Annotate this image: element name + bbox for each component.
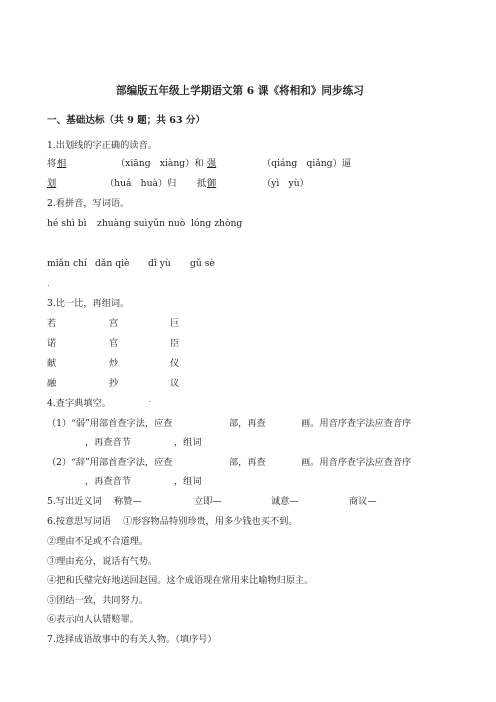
pinyin-item: lóng zhòng — [191, 218, 243, 229]
stray-dot — [149, 401, 150, 402]
pinyin-item: zhuàng suì — [97, 218, 148, 229]
stray-dot — [48, 285, 49, 286]
q4-p1-text: 部，再查 — [229, 418, 266, 429]
synonym-item: 称赞— — [114, 496, 142, 507]
q4-p1-text: 画。用音序查字法应查音序 — [301, 418, 412, 429]
char-cell: 臣 — [170, 338, 180, 349]
q1-r1-underlined: 相 — [57, 158, 67, 169]
q1-stem: 1.出划线的字正确的读音。 — [47, 140, 157, 151]
q1-r2-underlined2: 御 — [207, 178, 217, 189]
pinyin-item: hé shì bì — [47, 218, 87, 229]
q1-r2-underlined: 划 — [47, 178, 57, 189]
q6-item: ③理由充分，说话有气势。 — [47, 556, 158, 567]
q1-r1-options1: （xiāng xiàng）和 — [116, 158, 204, 169]
pinyin-item: gǔ sè — [190, 258, 215, 269]
char-cell: 诺 — [47, 338, 57, 349]
char-cell: 宫 — [109, 318, 119, 329]
q1-r1-pre: 将 — [47, 158, 57, 169]
q6-item: ⑥表示向人认错赔罪。 — [47, 614, 139, 625]
char-cell: 抄 — [109, 378, 119, 389]
q6-item: ④把和氏璧完好地送回赵国。这个成语现在常用来比喻物归原主。 — [47, 575, 314, 586]
q2-stem: 2.看拼音，写词语。 — [47, 198, 130, 209]
q4-p1-text: ，再查音节 — [85, 437, 131, 448]
char-cell: 献 — [47, 358, 57, 369]
pinyin-item: yǔn nuò — [148, 218, 186, 229]
q3-stem: 3.比一比，再组词。 — [47, 298, 130, 309]
q1-r1-word2: 强 — [207, 158, 217, 169]
char-cell: 议 — [170, 378, 180, 389]
q6-item: ①形容物品特别珍贵，用多少钱也买不到。 — [123, 516, 298, 527]
q4-p2-text: ，组词 — [174, 476, 202, 487]
q5-stem: 5.写出近义词 — [47, 496, 102, 507]
q4-p2-text: （2）“辞”用部首查字法，应查 — [47, 457, 173, 468]
pinyin-item: miǎn chí — [47, 258, 87, 269]
q4-p2-text: ，再查音节 — [85, 476, 131, 487]
char-cell: 融 — [47, 378, 57, 389]
char-cell: 炒 — [109, 358, 119, 369]
synonym-item: 立即— — [194, 496, 222, 507]
synonym-item: 诚意— — [271, 496, 299, 507]
char-cell: 官 — [109, 338, 119, 349]
pinyin-item: dǐ yù — [148, 258, 171, 269]
q4-p1-text: ，组词 — [174, 437, 202, 448]
char-cell: 若 — [47, 318, 57, 329]
q4-p2-text: 画。用音序查字法应查音序 — [301, 457, 412, 468]
q4-p1-text: （1）“弱”用部首查字法，应查 — [47, 418, 173, 429]
q6-item: ⑤团结一致，共同努力。 — [47, 595, 149, 606]
q4-p2-text: 部，再查 — [229, 457, 266, 468]
q6-item: ②理由不足或不合道理。 — [47, 536, 149, 547]
pinyin-item: dǎn qiè — [95, 258, 130, 269]
q4-stem: 4.查字典填空。 — [47, 398, 111, 409]
page-title: 部编版五年级上学期语文第 6 课《将相和》同步练习 — [116, 85, 364, 97]
q7-stem: 7.选择成语故事中的有关人物。（填序号） — [47, 634, 217, 645]
section-heading: 一、基础达标（共 9 题；共 63 分） — [47, 115, 206, 126]
q6-stem: 6.按意思写词语 — [47, 516, 111, 527]
q1-r2-options2: （yì yù） — [262, 178, 309, 189]
char-cell: 仪 — [170, 358, 180, 369]
q1-r2-options1: （huá huà）归 — [105, 178, 177, 189]
q1-r2-pre: 抵 — [197, 178, 207, 189]
synonym-item: 商议— — [349, 496, 377, 507]
q1-r1-options2: （qiáng qiǎng）逼 — [262, 158, 351, 169]
char-cell: 巨 — [170, 318, 180, 329]
